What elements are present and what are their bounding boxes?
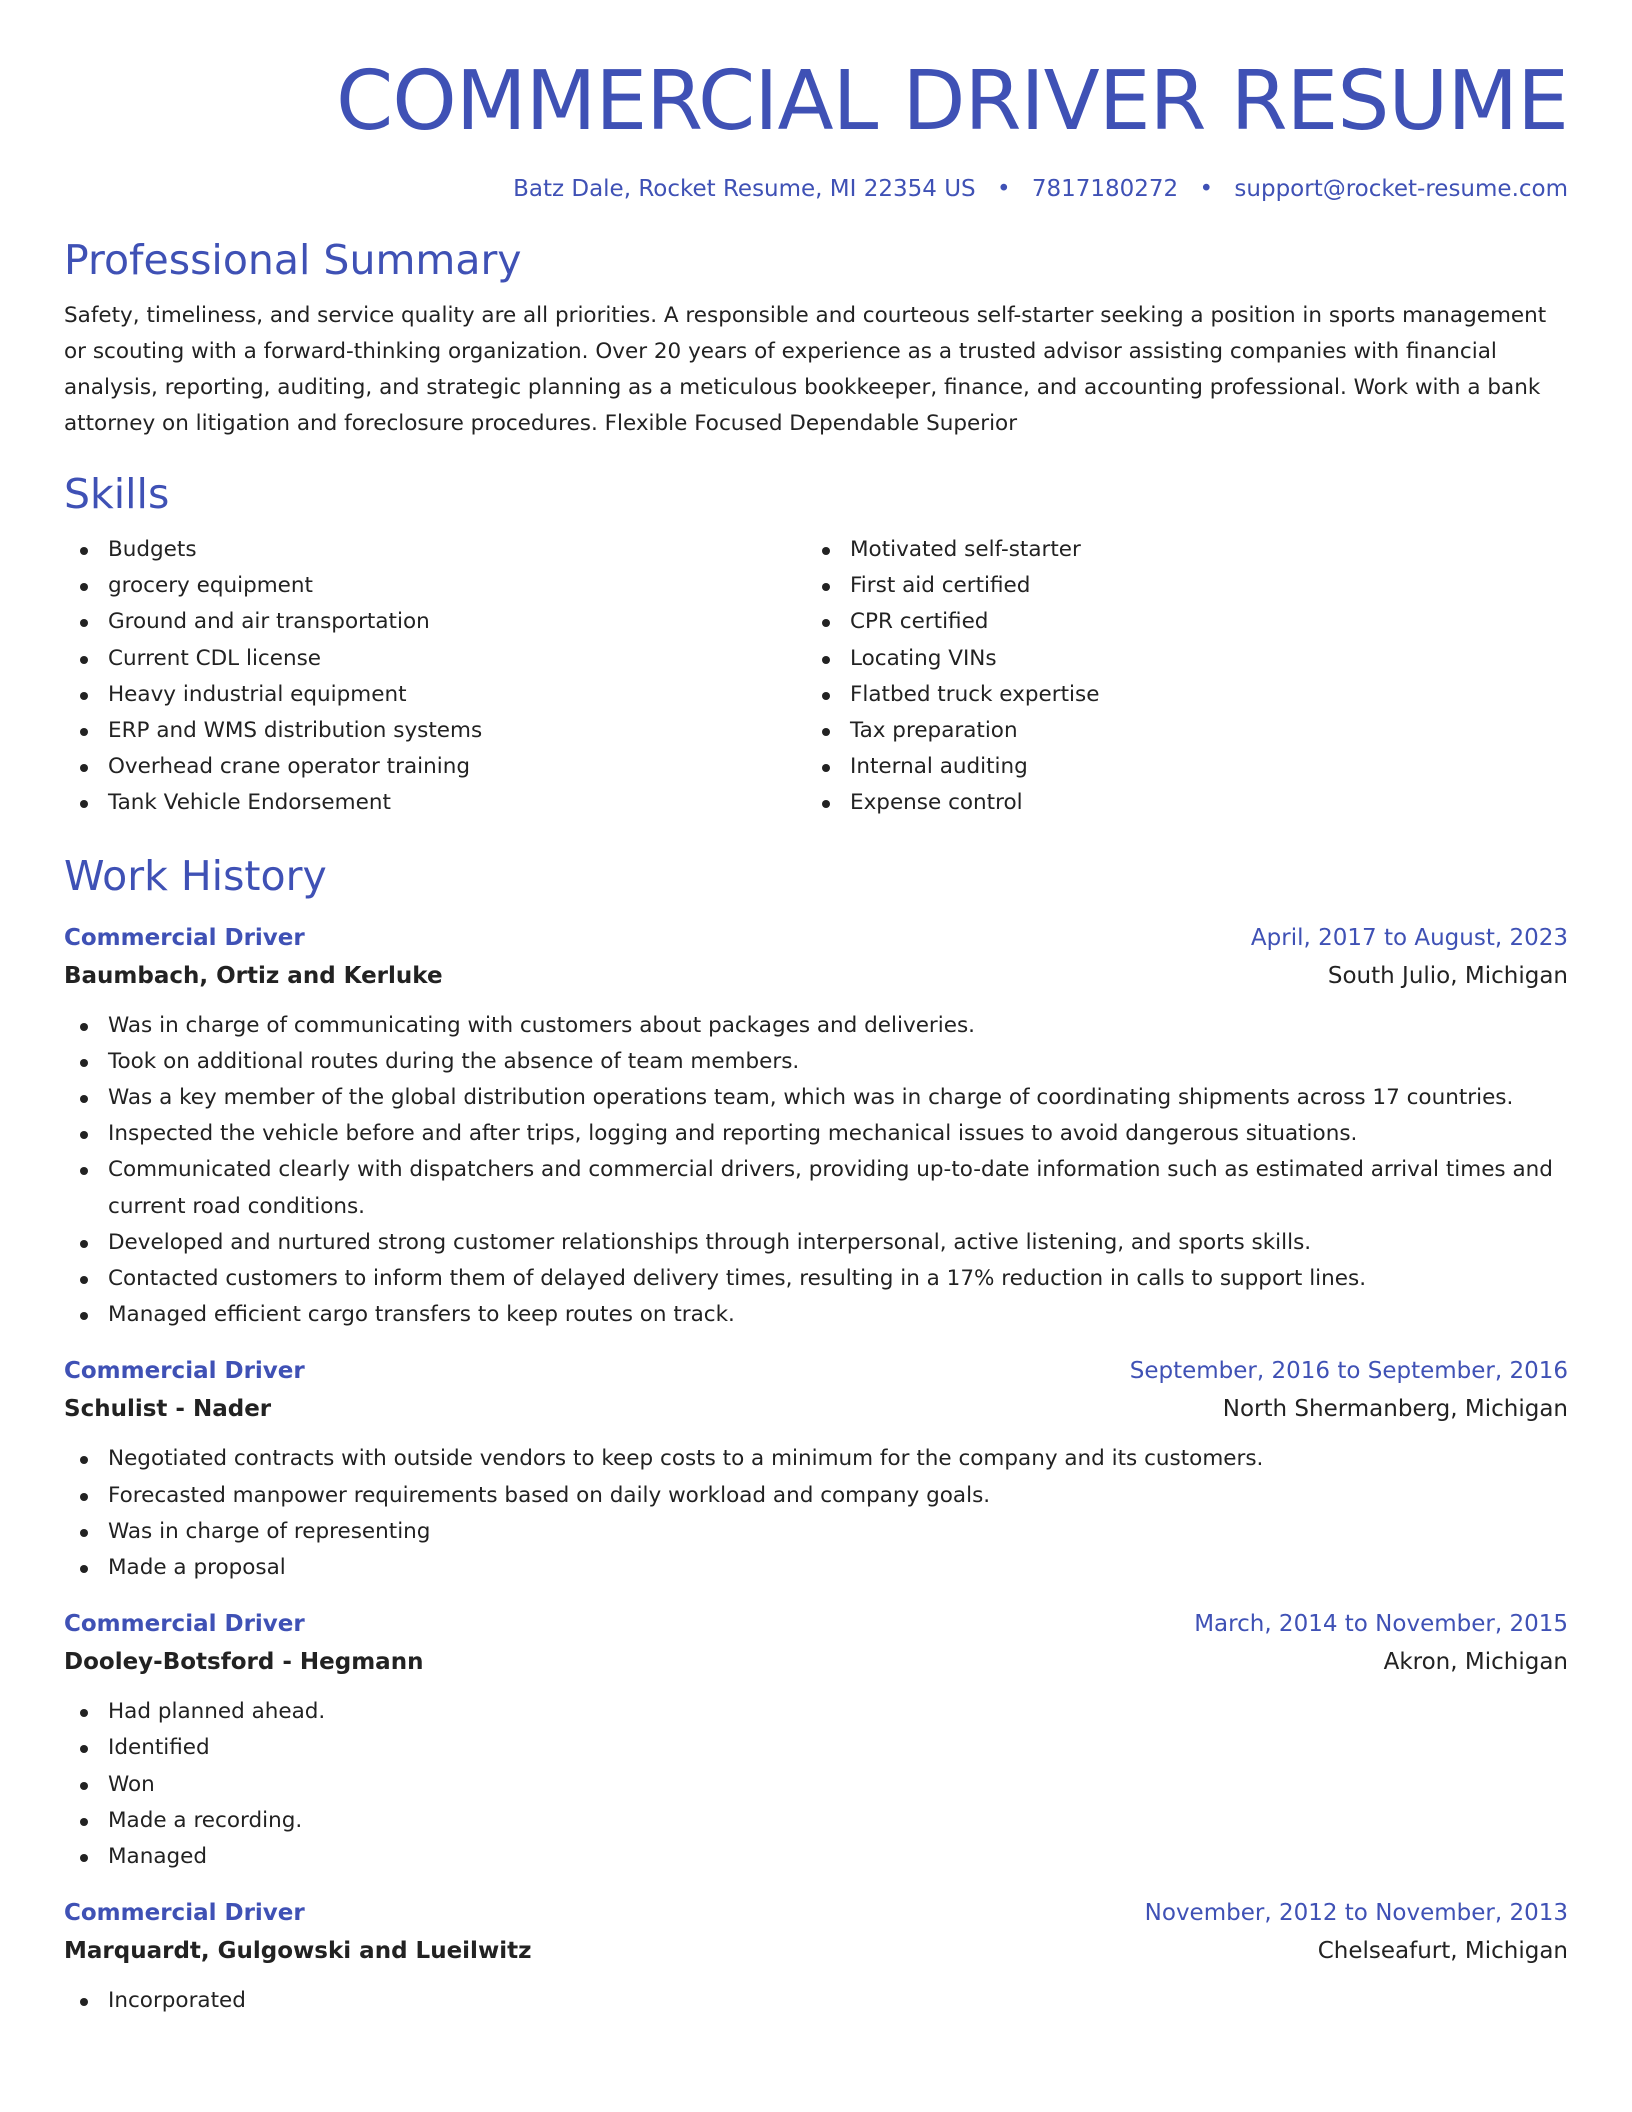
job-dates: September, 2016 to September, 2016 [1129, 1358, 1568, 1385]
job-duty-item: Developed and nurtured strong customer relationships through interpersonal, active listening, and sports skills. [64, 1225, 1568, 1261]
contact-line [64, 174, 1568, 204]
job-duty-item: Had planned ahead. [64, 1694, 1568, 1730]
job-company: Baumbach, Ortiz and Kerluke [64, 962, 443, 989]
work-history-section [64, 850, 1568, 2020]
job-location: South Julio, Michigan [1327, 962, 1568, 989]
job-title: Commercial Driver [64, 1358, 305, 1385]
job-duty-item: Contacted customers to inform them of delayed delivery times, resulting in a 17% reduction in calls to support lines. [64, 1261, 1568, 1297]
job-duty-item: Was in charge of representing [64, 1514, 1568, 1550]
work-history-heading: Work History [64, 851, 327, 900]
job-duty-item: Took on additional routes during the absence of team members. [64, 1044, 1568, 1080]
contact-address: Batz Dale, Rocket Resume, MI 22354 US [513, 176, 976, 202]
job-title: Commercial Driver [64, 924, 305, 951]
skill-item: Ground and air transportation [64, 604, 806, 640]
job-entry [64, 920, 1568, 1334]
skill-item: Tank Vehicle Endorsement [64, 785, 806, 821]
skill-item: Flatbed truck expertise [806, 677, 1548, 713]
job-title: Commercial Driver [64, 1611, 305, 1638]
job-duty-item: Managed efficient cargo transfers to keep routes on track. [64, 1297, 1568, 1333]
contact-separator: • [996, 176, 1011, 202]
contact-phone: 7817180272 [1031, 176, 1179, 202]
summary-heading: Professional Summary [64, 236, 522, 284]
resume-page [64, 0, 1568, 2019]
job-company: Marquardt, Gulgowski and Lueilwitz [64, 1938, 532, 1965]
skill-item: Current CDL license [64, 641, 806, 677]
job-duties-list [64, 1694, 1568, 1875]
summary-section [64, 234, 1568, 442]
skill-item: Tax preparation [806, 713, 1548, 749]
skills-section [64, 468, 1568, 822]
job-company: Dooley-Botsford - Hegmann [64, 1649, 424, 1676]
contact-email: support@rocket-resume.com [1234, 176, 1568, 202]
job-location: Akron, Michigan [1383, 1649, 1568, 1676]
job-duty-item: Was in charge of communicating with customers about packages and deliveries. [64, 1008, 1568, 1044]
job-duty-item: Negotiated contracts with outside vendors to keep costs to a minimum for the company and its customers. [64, 1441, 1568, 1477]
skill-item: Expense control [806, 785, 1548, 821]
job-duties-list [64, 1008, 1568, 1334]
job-dates: November, 2012 to November, 2013 [1144, 1900, 1568, 1927]
resume-title: COMMERCIAL DRIVER RESUME [336, 54, 1568, 149]
job-duty-item: Inspected the vehicle before and after trips, logging and reporting mechanical issues to avoid dangerous situations. [64, 1116, 1568, 1152]
job-duty-item: Managed [64, 1839, 1568, 1875]
skill-item: Overhead crane operator training [64, 749, 806, 785]
skills-heading: Skills [64, 470, 170, 518]
job-duty-item: Made a recording. [64, 1803, 1568, 1839]
job-duties-list [64, 1441, 1568, 1586]
skill-item: grocery equipment [64, 568, 806, 604]
skill-item: Motivated self-starter [806, 532, 1548, 568]
job-duties-list [64, 1983, 1568, 2019]
job-location: North Shermanberg, Michigan [1222, 1396, 1568, 1423]
job-entry [64, 1606, 1568, 1875]
job-duty-item: Communicated clearly with dispatchers and commercial drivers, providing up-to-date information such as estimated arrival times and current road conditions. [64, 1152, 1568, 1224]
job-title: Commercial Driver [64, 1900, 305, 1927]
skills-grid [64, 532, 1568, 822]
skills-column-right [806, 532, 1548, 822]
job-duty-item: Incorporated [64, 1983, 1568, 2019]
job-dates: April, 2017 to August, 2023 [1250, 924, 1568, 951]
skill-item: Heavy industrial equipment [64, 677, 806, 713]
job-duty-item: Identified [64, 1730, 1568, 1766]
skill-item: Budgets [64, 532, 806, 568]
job-dates: March, 2014 to November, 2015 [1194, 1611, 1568, 1638]
job-location: Chelseafurt, Michigan [1317, 1938, 1568, 1965]
job-duty-item: Forecasted manpower requirements based on daily workload and company goals. [64, 1478, 1568, 1514]
skill-item: First aid certified [806, 568, 1548, 604]
job-entry [64, 1353, 1568, 1586]
job-duty-item: Made a proposal [64, 1550, 1568, 1586]
skill-item: Locating VINs [806, 641, 1548, 677]
skill-item: ERP and WMS distribution systems [64, 713, 806, 749]
skills-column-left [64, 532, 806, 822]
job-duty-item: Won [64, 1767, 1568, 1803]
contact-separator: • [1199, 176, 1214, 202]
summary-text: Safety, timeliness, and service quality are all priorities. A responsible and courteous self-starter seeking a position in sports management or scouting with a forward-thinking organization. Over 20 years of experience as a trusted advisor assisting companies with financial analysis, reporting, auditing, and strategic planning as a meticulous bookkeeper, finance, and accounting professional. Work with a bank attorney on litigation and foreclosure procedures. Flexible Focused Dependable Superior [64, 303, 1547, 436]
job-entry [64, 1895, 1568, 2019]
job-company: Schulist - Nader [64, 1396, 272, 1423]
skill-item: CPR certified [806, 604, 1548, 640]
job-duty-item: Was a key member of the global distribution operations team, which was in charge of coordinating shipments across 17 countries. [64, 1080, 1568, 1116]
skill-item: Internal auditing [806, 749, 1548, 785]
